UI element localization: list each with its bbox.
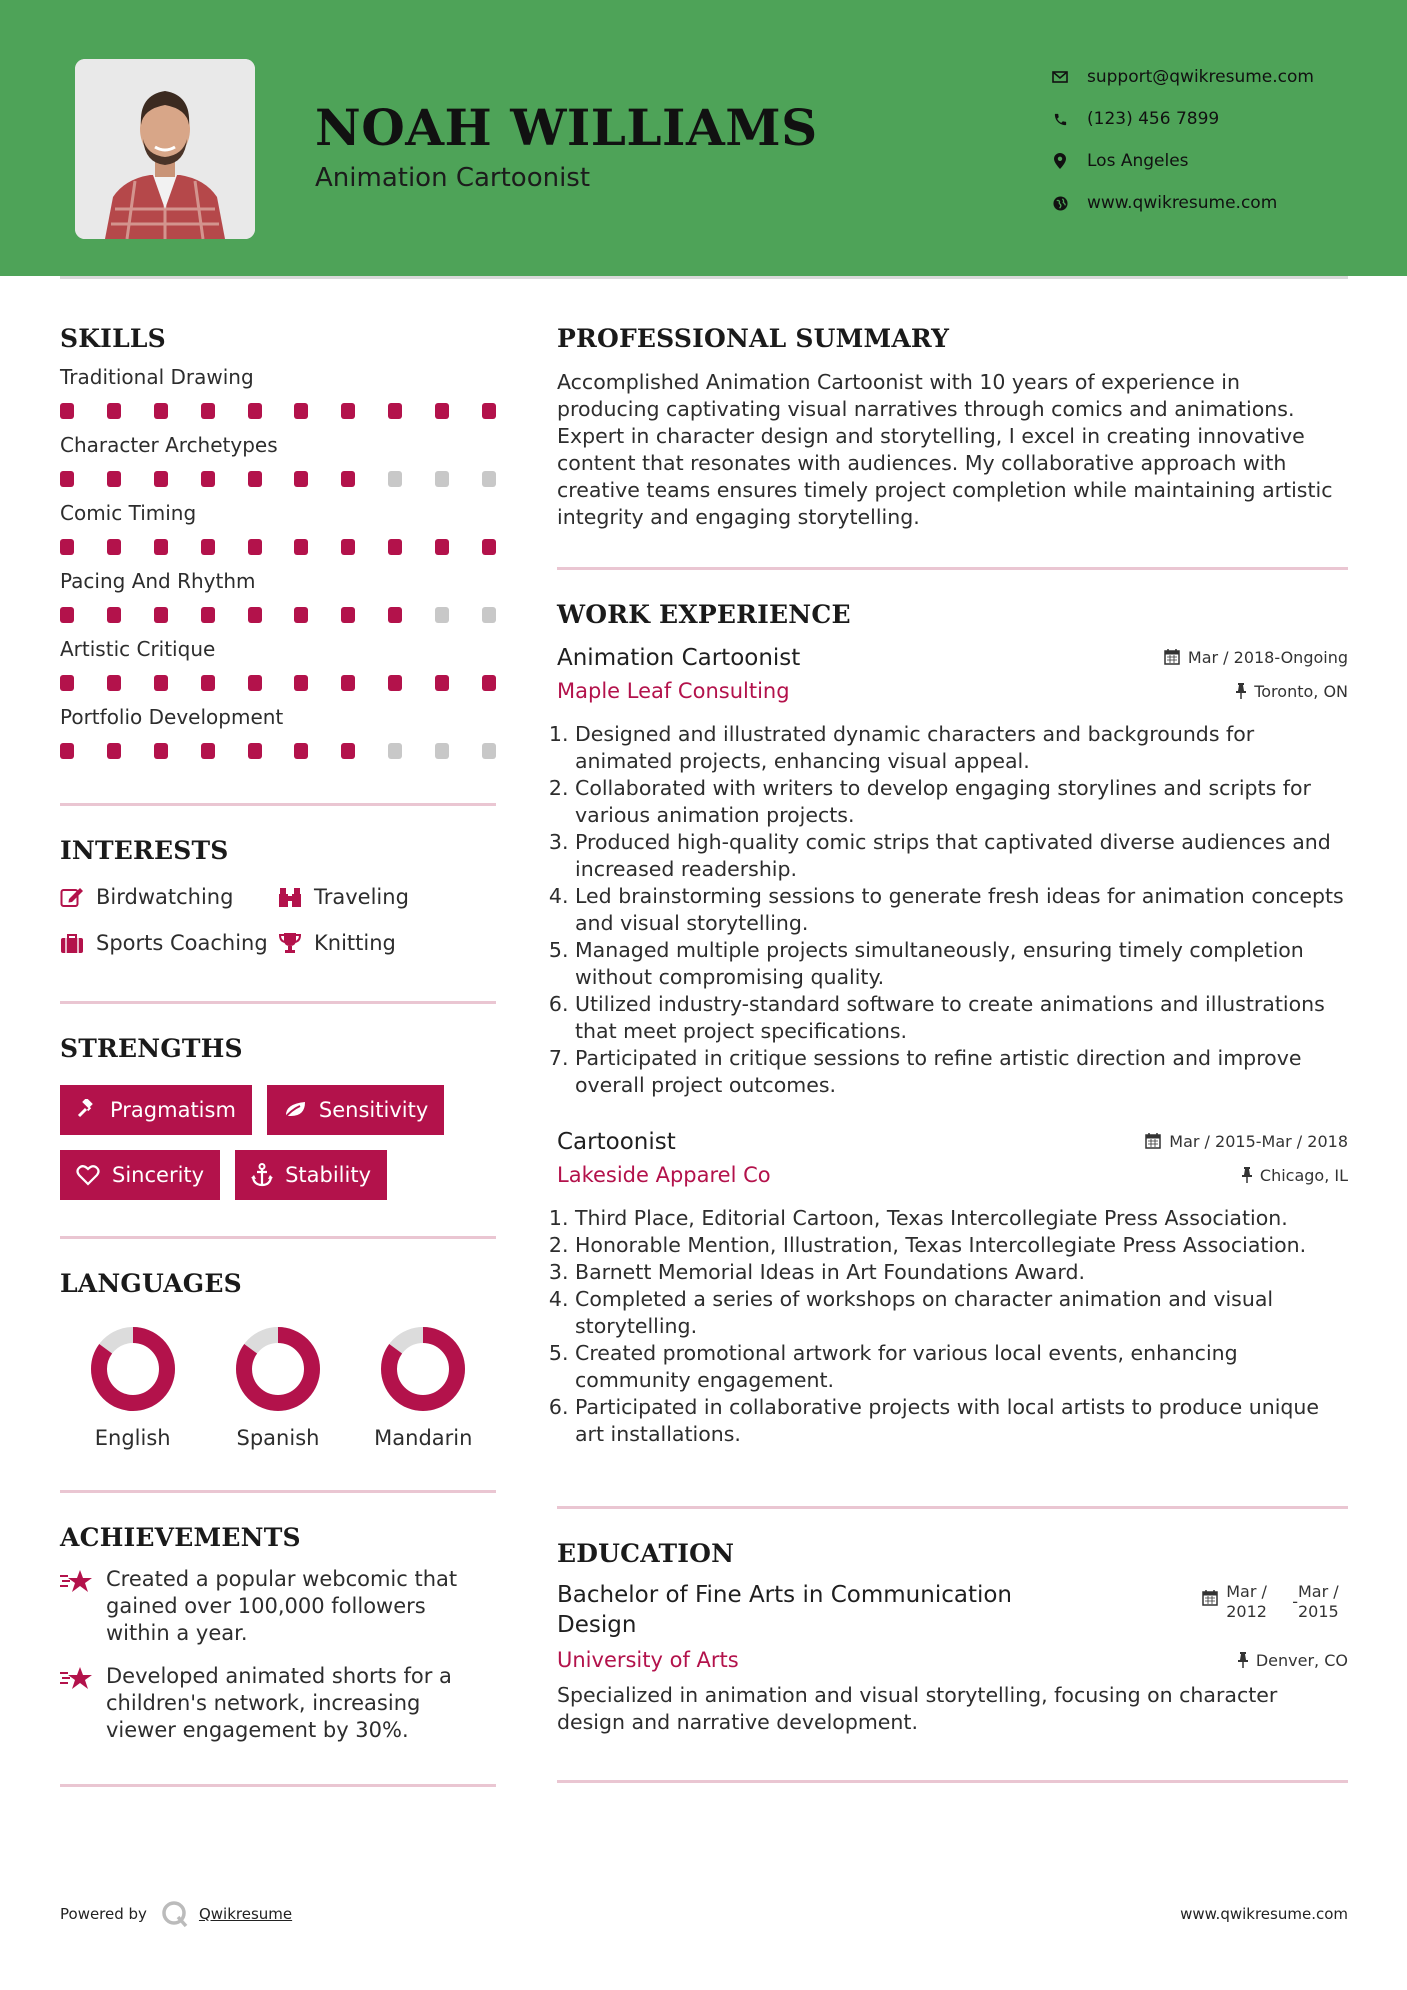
interest-item xyxy=(60,885,278,909)
section-divider xyxy=(60,1490,496,1493)
languages-list xyxy=(60,1326,496,1450)
achievement-item xyxy=(60,1663,496,1744)
rating-dot-filled xyxy=(60,743,74,759)
rating-dot-filled xyxy=(435,403,449,419)
rating-dot-filled xyxy=(341,743,355,759)
summary-heading: PROFESSIONAL SUMMARY xyxy=(557,324,950,353)
rating-dot-filled xyxy=(107,607,121,623)
summary-section xyxy=(557,324,1348,570)
job-location xyxy=(1242,1166,1348,1185)
job-location xyxy=(1236,682,1348,701)
header-banner xyxy=(0,0,1407,276)
duty-item: 4. Completed a series of workshops on character animation and visual storytelling. xyxy=(575,1286,1348,1340)
duty-item: 5. Created promotional artwork for various local events, enhancing community engagement. xyxy=(575,1340,1348,1394)
strengths-heading: STRENGTHS xyxy=(60,1034,243,1063)
skill-name: Traditional Drawing xyxy=(60,365,254,389)
interest-item xyxy=(60,931,278,955)
section-divider xyxy=(60,1001,496,1004)
strengths-list xyxy=(60,1085,496,1200)
skill-name: Portfolio Development xyxy=(60,705,284,729)
interest-item xyxy=(278,885,496,909)
achievement-text: Developed animated shorts for a children's network, increasing viewer engagement by 30%. xyxy=(106,1664,452,1742)
rating-dot-filled xyxy=(482,403,496,419)
duty-item: 1. Third Place, Editorial Cartoon, Texas Intercollegiate Press Association. xyxy=(575,1205,1348,1232)
qwikresume-logo-icon xyxy=(161,1900,189,1928)
language-name: Mandarin xyxy=(374,1426,473,1450)
language-name: English xyxy=(94,1426,171,1450)
contact-website[interactable] xyxy=(1050,182,1314,224)
rating-dot-filled xyxy=(60,539,74,555)
experience-heading: WORK EXPERIENCE xyxy=(557,600,851,629)
rating-dot-filled xyxy=(388,539,402,555)
duty-item: 3. Barnett Memorial Ideas in Art Foundations Award. xyxy=(575,1259,1348,1286)
strength-label: Sensitivity xyxy=(318,1098,429,1122)
rating-dot-filled xyxy=(107,539,121,555)
candidate-role: Animation Cartoonist xyxy=(315,163,591,193)
rating-dot-filled xyxy=(154,607,168,623)
rating-dot-filled xyxy=(60,403,74,419)
job-location-text: Toronto, ON xyxy=(1254,681,1348,701)
rating-dot-filled xyxy=(60,675,74,691)
language-ring xyxy=(90,1326,176,1412)
rating-dot-filled xyxy=(248,539,262,555)
language-name: Spanish xyxy=(236,1426,320,1450)
language-ring xyxy=(235,1326,321,1412)
rating-dot-filled xyxy=(60,607,74,623)
interest-item xyxy=(278,931,496,955)
contact-email-text: support@qwikresume.com xyxy=(1087,67,1314,87)
strength-label: Sincerity xyxy=(112,1163,205,1187)
job-header xyxy=(557,645,1348,671)
skill-rating xyxy=(60,743,496,759)
experience-section xyxy=(557,600,1348,1509)
contact-location xyxy=(1050,140,1314,182)
rating-dot-filled xyxy=(201,607,215,623)
education-location xyxy=(1238,1651,1348,1670)
job-title: Animation Cartoonist xyxy=(557,645,801,671)
duty-item: 7. Participated in critique sessions to refine artistic direction and improve overall project outcomes. xyxy=(575,1045,1348,1099)
section-divider xyxy=(60,803,496,806)
skill-name: Pacing And Rhythm xyxy=(60,569,256,593)
map-pin-icon xyxy=(1050,153,1070,169)
duty-item: 4. Led brainstorming sessions to generate fresh ideas for animation concepts and visual storytelling. xyxy=(575,883,1348,937)
star-icon xyxy=(60,1568,94,1647)
interest-label: Traveling xyxy=(314,885,409,909)
rating-dot-filled xyxy=(294,607,308,623)
contact-email[interactable] xyxy=(1050,56,1314,98)
contact-phone-text: (123) 456 7899 xyxy=(1087,109,1220,129)
rating-dot-filled xyxy=(435,539,449,555)
education-heading: EDUCATION xyxy=(557,1539,735,1568)
summary-text: Accomplished Animation Cartoonist with 10 years of experience in producing captivating visual narratives through comics and animations. Expert in character design and storytelling, I excel in creating innovative content that resonates with audiences. My collaborative approach with creative teams ensures timely project completion while maintaining artistic integrity and engaging storytelling. xyxy=(557,370,1333,529)
rating-dot-filled xyxy=(248,743,262,759)
rating-dot-empty xyxy=(482,607,496,623)
rating-dot-empty xyxy=(388,743,402,759)
rating-dot-filled xyxy=(107,471,121,487)
rating-dot-filled xyxy=(341,539,355,555)
rating-dot-filled xyxy=(341,607,355,623)
rating-dot-empty xyxy=(388,471,402,487)
strength-badge xyxy=(60,1085,252,1135)
pushpin-icon xyxy=(1238,1652,1248,1668)
phone-icon xyxy=(1050,112,1070,127)
contact-list xyxy=(1050,56,1314,224)
languages-heading: LANGUAGES xyxy=(60,1269,242,1298)
language-item xyxy=(351,1326,496,1450)
left-column xyxy=(60,320,496,1787)
skill-item xyxy=(60,365,496,419)
rating-dot-filled xyxy=(388,675,402,691)
rating-dot-filled xyxy=(341,675,355,691)
leaf-icon xyxy=(283,1100,307,1120)
duty-item: 2. Collaborated with writers to develop engaging storylines and scripts for various animation projects. xyxy=(575,775,1348,829)
skill-item xyxy=(60,433,496,487)
rating-dot-filled xyxy=(294,539,308,555)
rating-dot-filled xyxy=(248,471,262,487)
company-name: Lakeside Apparel Co xyxy=(557,1163,771,1187)
strengths-section xyxy=(60,1034,496,1239)
education-date-sep: - xyxy=(1292,1592,1298,1611)
rating-dot-filled xyxy=(248,607,262,623)
rating-dot-filled xyxy=(482,539,496,555)
rating-dot-filled xyxy=(294,471,308,487)
achievements-heading: ACHIEVEMENTS xyxy=(60,1523,301,1552)
interest-label: Birdwatching xyxy=(96,885,234,909)
education-location-text: Denver, CO xyxy=(1255,1650,1348,1670)
skill-rating xyxy=(60,675,496,691)
achievements-section xyxy=(60,1523,496,1787)
contact-location-text: Los Angeles xyxy=(1087,151,1189,171)
brand-link[interactable]: Qwikresume xyxy=(198,1905,293,1923)
footer-url[interactable]: www.qwikresume.com xyxy=(1180,1905,1348,1923)
rating-dot-filled xyxy=(154,539,168,555)
interest-label: Sports Coaching xyxy=(96,931,268,955)
edit-icon xyxy=(60,885,84,909)
skill-item xyxy=(60,569,496,623)
section-divider xyxy=(60,1236,496,1239)
rating-dot-filled xyxy=(248,403,262,419)
education-date xyxy=(1202,1582,1348,1622)
anchor-icon xyxy=(251,1163,273,1187)
skill-rating xyxy=(60,539,496,555)
envelope-icon xyxy=(1050,71,1070,83)
education-start: Mar / 2012 xyxy=(1226,1582,1267,1621)
job-location-text: Chicago, IL xyxy=(1259,1165,1348,1185)
rating-dot-filled xyxy=(388,403,402,419)
duty-item: 1. Designed and illustrated dynamic characters and backgrounds for animated projects, enhancing visual appeal. xyxy=(575,721,1348,775)
footer xyxy=(60,1900,1348,1928)
rating-dot-filled xyxy=(201,743,215,759)
rating-dot-filled xyxy=(341,471,355,487)
binoculars-icon xyxy=(278,885,302,909)
rating-dot-filled xyxy=(294,743,308,759)
rating-dot-empty xyxy=(435,471,449,487)
pushpin-icon xyxy=(1242,1167,1252,1183)
job-date-text: Mar / 2015-Mar / 2018 xyxy=(1169,1131,1348,1151)
rating-dot-filled xyxy=(154,471,168,487)
briefcase-icon xyxy=(60,931,84,955)
calendar-icon xyxy=(1145,1133,1161,1149)
job-duties xyxy=(557,721,1348,1099)
rating-dot-filled xyxy=(60,471,74,487)
right-column xyxy=(557,320,1348,1783)
job-date-text: Mar / 2018-Ongoing xyxy=(1187,647,1348,667)
pushpin-icon xyxy=(1236,683,1246,699)
rating-dot-filled xyxy=(154,743,168,759)
candidate-name: NOAH WILLIAMS xyxy=(315,98,818,157)
skills-section xyxy=(60,324,496,806)
trophy-icon xyxy=(278,931,302,955)
achievement-item xyxy=(60,1566,496,1647)
heart-icon xyxy=(76,1164,100,1186)
section-divider xyxy=(557,1506,1348,1509)
rating-dot-empty xyxy=(482,743,496,759)
star-icon xyxy=(60,1665,94,1744)
school-name: University of Arts xyxy=(557,1648,739,1672)
education-end: Mar / 2015 xyxy=(1298,1582,1339,1621)
interests-heading: INTERESTS xyxy=(60,836,229,865)
contact-phone[interactable] xyxy=(1050,98,1314,140)
profile-photo xyxy=(75,59,255,239)
degree-name: Bachelor of Fine Arts in Communication Design xyxy=(557,1582,1013,1638)
education-subheader xyxy=(557,1648,1348,1672)
skill-item xyxy=(60,637,496,691)
rating-dot-filled xyxy=(294,675,308,691)
duty-item: 6. Participated in collaborative projects with local artists to produce unique art installations. xyxy=(575,1394,1348,1448)
globe-icon xyxy=(1050,196,1070,211)
job-subheader xyxy=(557,679,1348,703)
gavel-icon xyxy=(76,1099,98,1121)
job-entry xyxy=(557,645,1348,1099)
job-date xyxy=(1164,648,1348,667)
job-duties xyxy=(557,1205,1348,1448)
skill-rating xyxy=(60,471,496,487)
rating-dot-filled xyxy=(435,675,449,691)
achievement-text: Created a popular webcomic that gained over 100,000 followers within a year. xyxy=(106,1567,458,1645)
skill-rating xyxy=(60,607,496,623)
job-entry xyxy=(557,1129,1348,1448)
strength-badge xyxy=(60,1150,220,1200)
contact-website-text: www.qwikresume.com xyxy=(1087,193,1278,213)
duty-item: 6. Utilized industry-standard software to create animations and illustrations that meet project specifications. xyxy=(575,991,1348,1045)
duty-item: 5. Managed multiple projects simultaneously, ensuring timely completion without compromising quality. xyxy=(575,937,1348,991)
rating-dot-filled xyxy=(107,403,121,419)
interest-label: Knitting xyxy=(314,931,396,955)
rating-dot-filled xyxy=(154,403,168,419)
rating-dot-filled xyxy=(388,607,402,623)
skill-name: Character Archetypes xyxy=(60,433,278,457)
powered-by xyxy=(60,1900,292,1928)
rating-dot-filled xyxy=(201,675,215,691)
rating-dot-filled xyxy=(201,403,215,419)
section-divider xyxy=(60,1784,496,1787)
rating-dot-filled xyxy=(154,675,168,691)
rating-dot-filled xyxy=(201,471,215,487)
language-ring xyxy=(380,1326,466,1412)
rating-dot-empty xyxy=(435,743,449,759)
header-divider xyxy=(60,276,1348,279)
interests-section xyxy=(60,836,496,1004)
education-section xyxy=(557,1539,1348,1783)
skills-list xyxy=(60,365,496,759)
strength-label: Stability xyxy=(285,1163,372,1187)
skill-rating xyxy=(60,403,496,419)
strength-badge xyxy=(235,1150,387,1200)
section-divider xyxy=(557,1780,1348,1783)
interests-list xyxy=(60,885,496,955)
powered-by-label: Powered by xyxy=(60,1905,147,1923)
rating-dot-empty xyxy=(435,607,449,623)
languages-section xyxy=(60,1269,496,1493)
rating-dot-empty xyxy=(482,471,496,487)
calendar-icon xyxy=(1202,1590,1218,1606)
job-date xyxy=(1145,1132,1348,1151)
rating-dot-filled xyxy=(107,743,121,759)
strength-badge xyxy=(267,1085,444,1135)
strength-label: Pragmatism xyxy=(110,1098,236,1122)
calendar-icon xyxy=(1164,649,1180,665)
rating-dot-filled xyxy=(248,675,262,691)
duty-item: 3. Produced high-quality comic strips that captivated diverse audiences and increased readership. xyxy=(575,829,1348,883)
rating-dot-filled xyxy=(341,403,355,419)
job-title: Cartoonist xyxy=(557,1129,676,1155)
language-item xyxy=(205,1326,350,1450)
skills-heading: SKILLS xyxy=(60,324,166,353)
rating-dot-filled xyxy=(201,539,215,555)
rating-dot-filled xyxy=(107,675,121,691)
skill-item xyxy=(60,501,496,555)
skill-name: Artistic Critique xyxy=(60,637,216,661)
company-name: Maple Leaf Consulting xyxy=(557,679,790,703)
education-description: Specialized in animation and visual storytelling, focusing on character design and narrative development. xyxy=(557,1683,1278,1734)
skill-name: Comic Timing xyxy=(60,501,197,525)
duty-item: 2. Honorable Mention, Illustration, Texas Intercollegiate Press Association. xyxy=(575,1232,1348,1259)
language-item xyxy=(60,1326,205,1450)
skill-item xyxy=(60,705,496,759)
rating-dot-filled xyxy=(294,403,308,419)
job-header xyxy=(557,1129,1348,1155)
education-header xyxy=(557,1580,1348,1640)
rating-dot-filled xyxy=(482,675,496,691)
section-divider xyxy=(557,567,1348,570)
job-subheader xyxy=(557,1163,1348,1187)
